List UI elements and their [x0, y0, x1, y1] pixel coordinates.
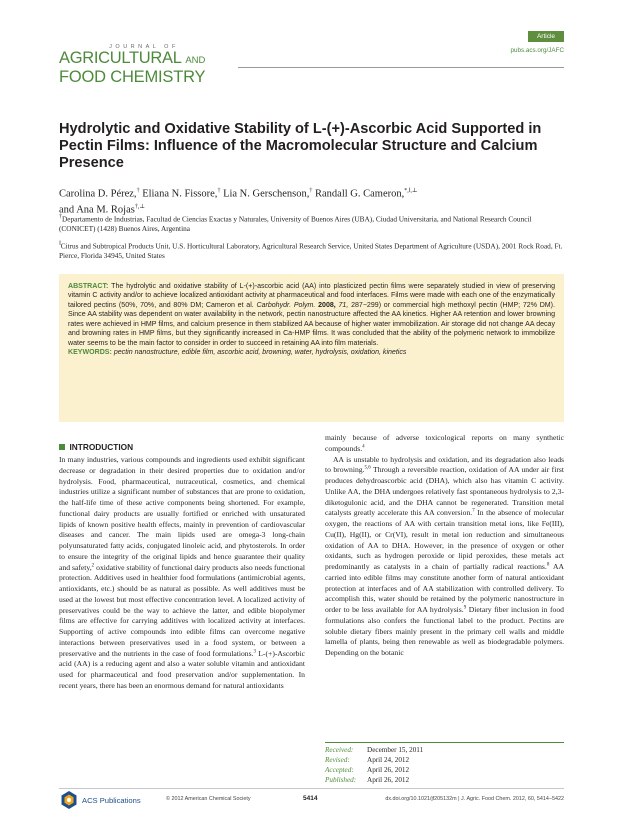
date-row-accepted [325, 765, 564, 775]
journal-name-line1 [59, 50, 259, 69]
dates-divider [325, 742, 564, 743]
paragraph-text: AA is unstable to hydrolysis and oxidation, and its degradation also leads to browning. [325, 454, 564, 475]
intro-column-left [59, 455, 305, 692]
affiliation-mark: † [59, 214, 62, 220]
paragraph-text: mainly because of adverse toxicological reports on many synthetic compounds. [325, 433, 564, 453]
author-name[interactable]: and Ana M. Rojas [59, 204, 135, 215]
acs-hexagon-icon [59, 790, 79, 810]
date-row-published [325, 775, 564, 785]
author-name[interactable]: Eliana N. Fissore, [142, 188, 218, 200]
section-heading-introduction [59, 442, 133, 452]
footer-divider [59, 788, 564, 789]
author-affil-mark: *,‖,⊥ [404, 188, 418, 194]
header-divider [238, 67, 564, 68]
date-label: Received: [325, 746, 354, 754]
page-number: 5414 [303, 795, 318, 802]
journal-name-line2: FOOD CHEMISTRY [59, 68, 206, 86]
journal-agricultural: AGRICULTURAL [59, 49, 182, 67]
paragraph-text: Through a reversible reaction, oxidation of AA under air first produces dehydroascorbic acid (DHA), which also has vitamin C activity. Unlike AA, the DHA undergoes relatively fast spontaneous hydrolysis to 2,3-diketogulonic acid, and the DHA cannot be regenerated. Transition metal catalysts greatly accelerate this AA conversion. [325, 465, 564, 518]
copyright: © 2012 American Chemical Society [166, 796, 251, 802]
affiliation [59, 240, 564, 261]
citation-ref[interactable]: 3 [253, 648, 256, 654]
date-label: Revised: [325, 756, 350, 764]
date-value: April 24, 2012 [367, 756, 410, 764]
paragraph-text: AA carried into edible films may constitute another form of natural antioxidant protection at interfaces and of AA stabilization with controlled delivery. To accomplish this, water should be retained by the polymeric nanostructure in order to be less available for AA hydrolysis. [325, 562, 564, 614]
intro-paragraph [59, 455, 305, 692]
citation-ref[interactable]: 2 [91, 562, 95, 568]
intro-paragraph [325, 433, 564, 455]
paragraph-text: oxidative stability of functional dairy products also needs functional protection. Additives used in healthier food formulations (antimicrobial agents, antioxidants, etc.) should be as natural as possible. As well additives must be used at the lowest but most effective concentration level. A localized activity of preservatives could be the way to achieve the latter, and edible biopolymer films are effective for carrying additives with localized activity at interfaces. Supporting of active compounds into edible films can overcome negative interactions between preservatives used in a food system, or between a preservative and the nutrients in the case of food formulations. [59, 562, 305, 658]
date-label: Published: [325, 776, 357, 784]
acs-publications-logo[interactable] [59, 790, 141, 810]
date-value: December 15, 2011 [367, 746, 424, 754]
section-square-icon [59, 444, 65, 450]
abstract-text: 287−299) or commercial high methoxyl pectin (HMP; 72% DM). Since AA stability was dependent on water availability in the network, pectin nanostructure affected the AA kinetics. Higher AA retention and lower browning rates were achieved in HMP films, and calcium presence in them stabilized AA because of higher water immobilization. Air storage did not change AA decay and browning rates in HMP films, but they significantly increased in Ca-HMP films. It was concluded that the ability of the polymeric network to immobilize water seems to be the main factor to consider in order to succeed in retaining AA into film materials. [68, 301, 555, 347]
article-badge: Article [528, 31, 564, 42]
author-name[interactable]: Lia N. Gerschenson, [223, 188, 310, 200]
paragraph-text: In the absence of molecular oxygen, the reactions of AA with certain transition metal ions, like Fe(III), Cu(II), Hg(II), or Cr(VI), result in metal ion reduction and simultaneous oxidation of AA to DHA. However, in the presence of oxygen or other oxidants, such as hydrogen peroxide or lipid peroxides, these metals act predominantly as catalysts in a chain of partially radical reactions. [325, 508, 564, 571]
date-value: April 26, 2012 [367, 766, 410, 774]
abstract-text: The hydrolytic and oxidative stability of L-(+)-ascorbic acid (AA) into plasticized pectin films were separately studied in view of preserving vitamin C activity and/or to achieve localized antioxidant activity at pharmaceutical and food interfaces. Films were made with each one of the enzymatically tailored pectins (50%, 70%, and 80% DM; Cameron et al. [68, 283, 555, 309]
citation-ref[interactable]: 9 [463, 605, 467, 611]
citation-ref[interactable]: 7 [472, 508, 475, 514]
author-list [59, 185, 564, 216]
keywords-label: KEYWORDS: [68, 349, 112, 357]
author-affil-mark: † [217, 188, 221, 194]
abstract-ref-journal: Carbohydr. Polym. [256, 301, 316, 309]
author-affil-mark: †,⊥ [134, 203, 145, 210]
journal-logo [59, 44, 259, 86]
intro-column-right [325, 433, 564, 659]
author-name[interactable]: Randall G. Cameron, [315, 188, 405, 200]
date-row-revised [325, 755, 564, 765]
acs-publications-text: ACS Publications [82, 795, 141, 805]
publication-dates [325, 745, 564, 785]
journal-of-label: JOURNAL OF [109, 44, 179, 50]
author-affil-mark: † [309, 188, 313, 194]
affiliation-text: Citrus and Subtropical Products Unit, U.S. Horticultural Laboratory, Agricultural Research Service, United States Department of Agriculture (USDA), 2001 Rock Road, Ft. Pierce, Florida 34945, United States [59, 241, 563, 261]
affiliation-mark: ‖ [59, 241, 61, 247]
section-heading-text: INTRODUCTION [69, 442, 134, 452]
paragraph-text: In many industries, various compounds and ingredients used exhibit significant decrease or degradation in their desired properties due to oxidation and/or hydrolysis. Food, pharmaceutical, nutraceutical, cosmetics, and chemical industries utilize a significant number of substances that are prone to oxidation, the half-life time of these active components being shortened. For example, functional dairy products are usually fortified or enriched with unsaturated lipids of known positive health effects, mainly in prevention of cardiovascular diseases and cancer. The main lipids used are omega-3 long-chain polyunsaturated fatty acids, conjugated linoleic acid, and phytosterols. In order to ensure the integrity of the original lipids and hence guarantee their quality and safety, [59, 455, 305, 572]
abstract-label: ABSTRACT: [68, 283, 109, 290]
citation-ref[interactable]: 4 [362, 444, 365, 450]
article-title: Hydrolytic and Oxidative Stability of L-(+)-Ascorbic Acid Supported in Pectin Films: Influence of the Macromolecular Structure and Calcium Presence [59, 121, 542, 171]
paragraph-text: L-(+)-Ascorbic acid (AA) is a reducing agent and also a water soluble vitamin and antioxidant used for pharmaceutical and food preservation and/or supplementation. In recent years, there has been an enormous demand for natural antioxidants [59, 648, 305, 690]
paragraph-text: Dietary fiber inclusion in food formulations also confers the functional label to the product. Pectins are soluble dietary fibers mainly present in the primary cell walls and middle lamella of plants, being then renewable as well as biodegradable polymers. Depending on the botanic [325, 605, 564, 657]
author-name[interactable]: Carolina D. Pérez, [59, 188, 137, 200]
author-affil-mark: † [136, 188, 140, 194]
abstract-ref-volume: 71, [338, 301, 349, 309]
keywords-list: pectin nanostructure, edible film, ascorbic acid, browning, water, hydrolysis, oxidation, kinetics [113, 349, 407, 357]
journal-site-link[interactable]: pubs.acs.org/JAFC [510, 47, 564, 54]
affiliation-text: Departamento de Industrias, Facultad de Ciencias Exactas y Naturales, University of Buenos Aires (UBA), Ciudad Universitaria, and National Research Council (CONICET) (1428) Buenos Aires, Argentina [59, 214, 532, 234]
keywords [68, 348, 555, 357]
abstract-box [59, 274, 564, 422]
abstract-body [68, 282, 555, 348]
date-row-received [325, 745, 564, 755]
citation-ref[interactable]: 5,6 [364, 465, 371, 471]
abstract-ref-year: 2008, [318, 301, 336, 309]
citation-ref[interactable]: 8 [546, 562, 550, 568]
date-value: April 26, 2012 [367, 776, 410, 784]
journal-and: AND [185, 55, 206, 66]
date-label: Accepted: [325, 766, 354, 774]
affiliation [59, 213, 564, 234]
intro-paragraph [325, 455, 564, 659]
doi-citation[interactable]: dx.doi.org/10.1021/jf205132m | J. Agric. Food Chem. 2012, 60, 5414−5422 [385, 796, 564, 802]
